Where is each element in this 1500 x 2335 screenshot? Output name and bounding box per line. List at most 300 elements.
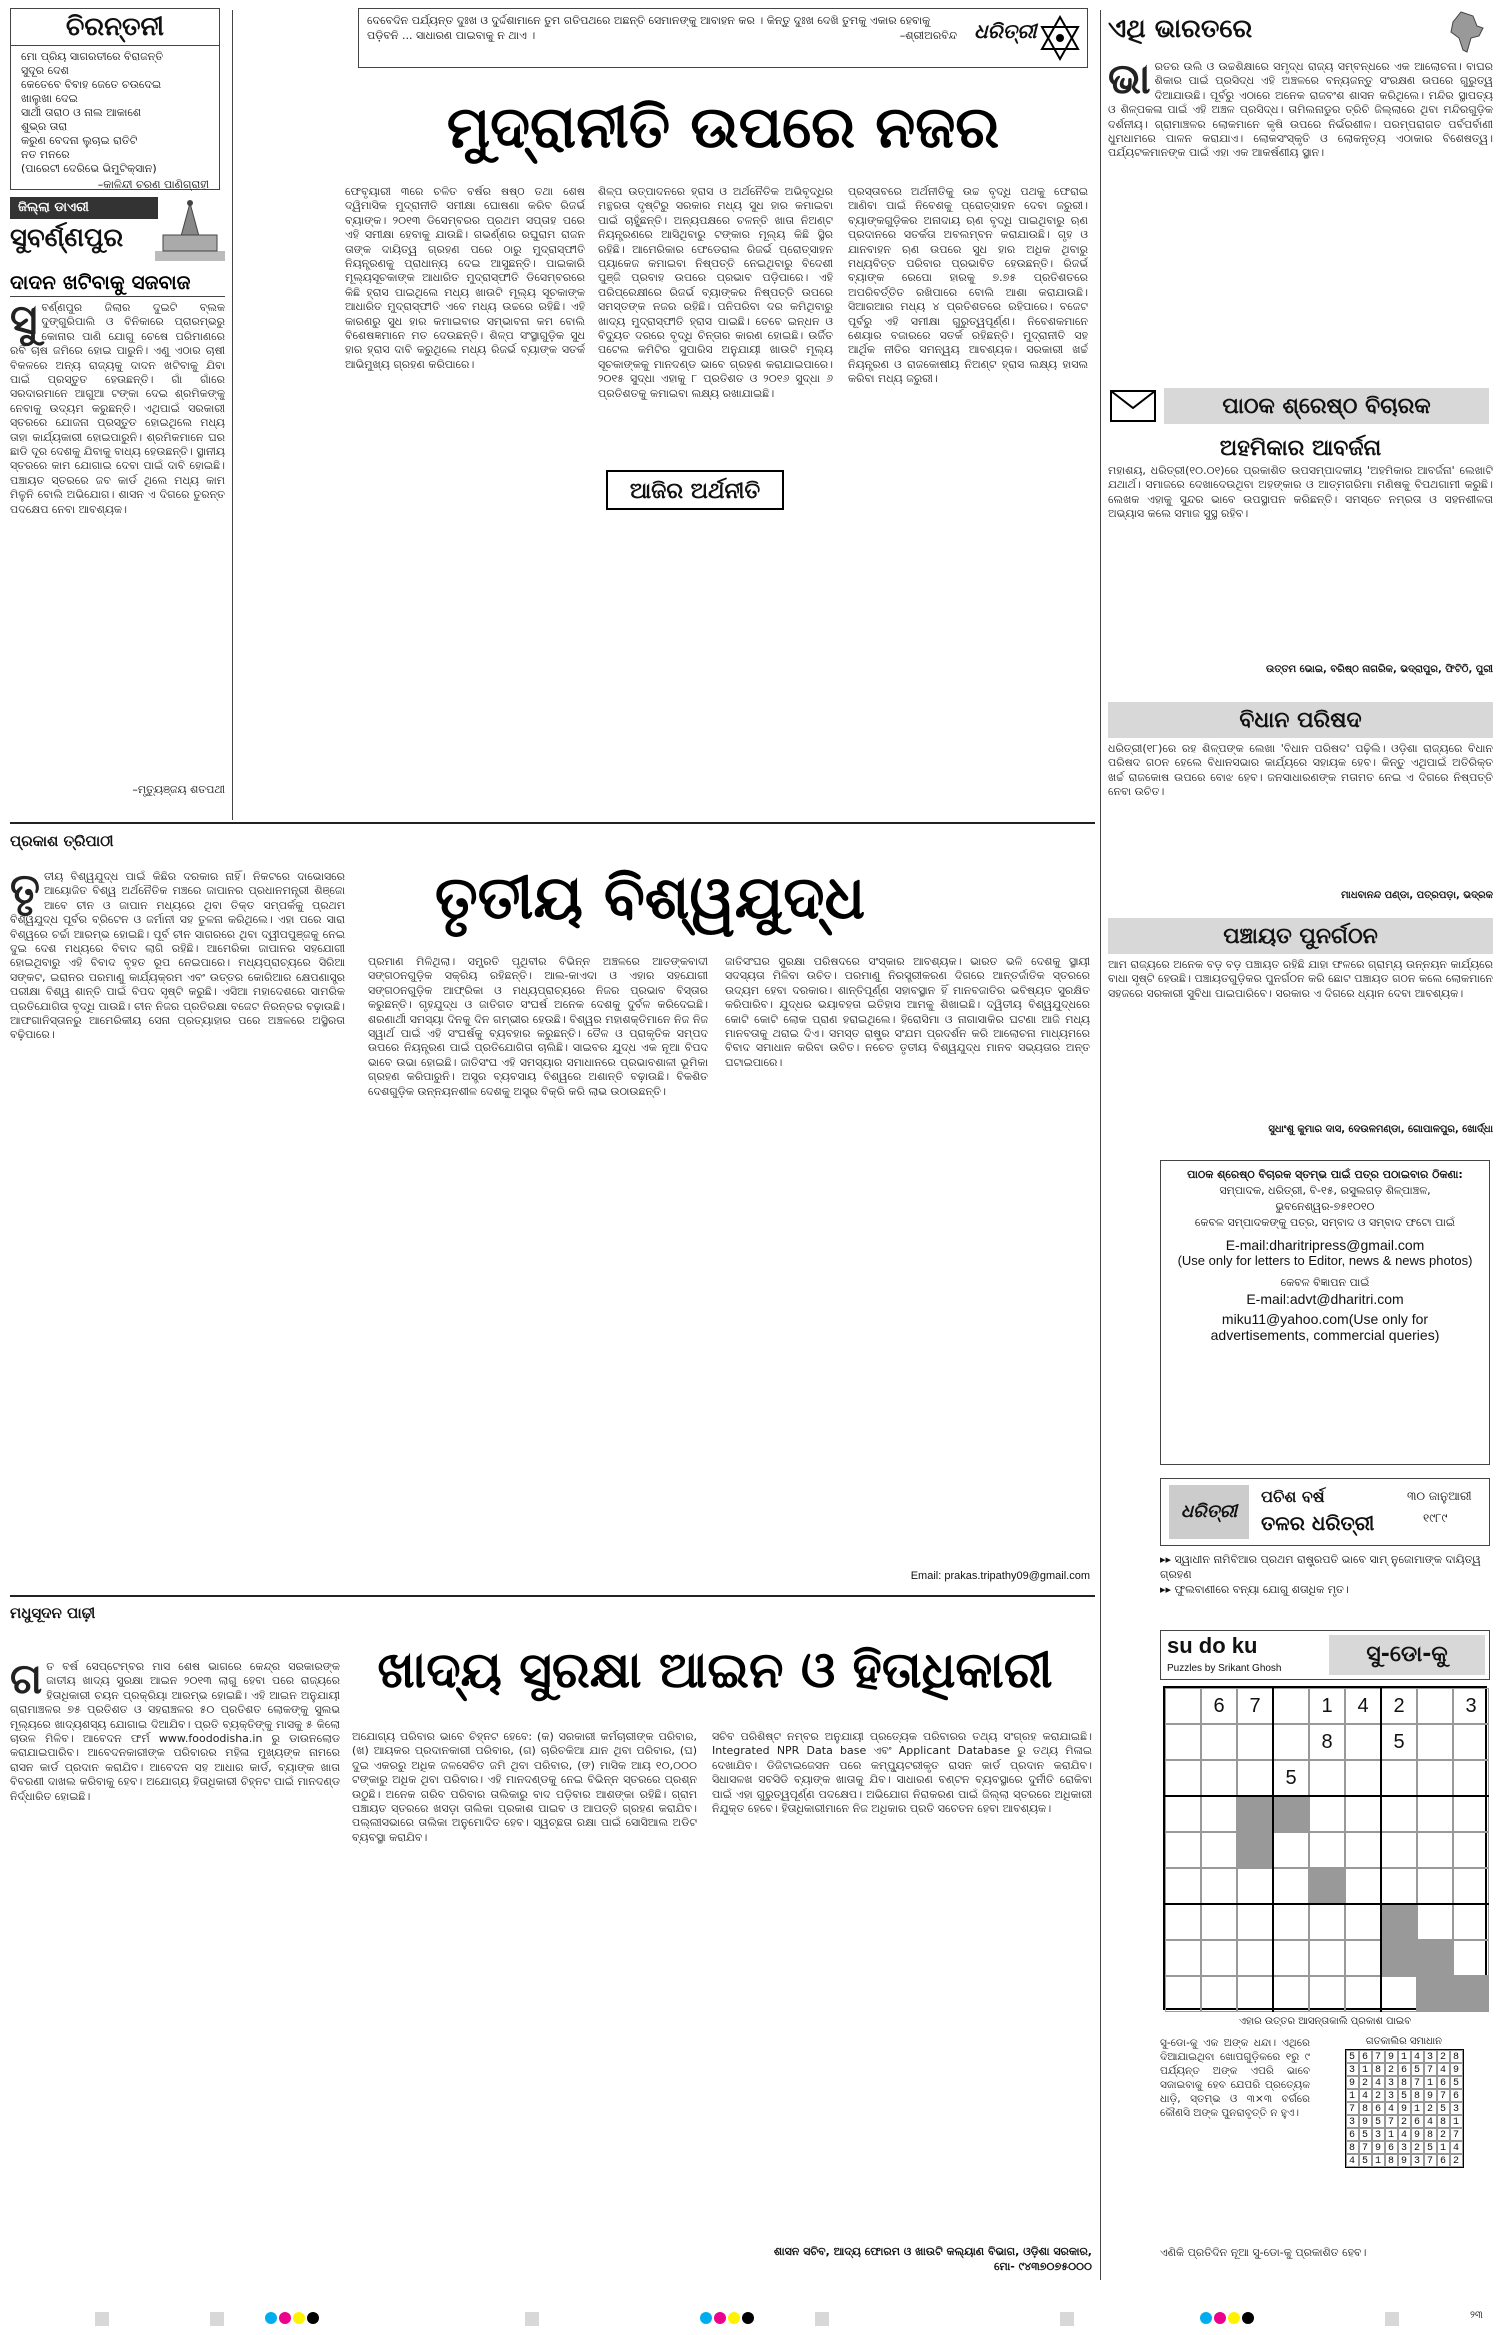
answer-cell: 3 <box>1385 2076 1398 2089</box>
chirantani-box <box>10 8 220 190</box>
contact-note: କେବଳ ସମ୍ପାଦକଙ୍କୁ ପତ୍ର, ସମ୍ବାଦ ଓ ସମ୍ବାଦ ଫଟୋ ପାଇଁ <box>1194 1216 1456 1229</box>
sudoku-block-line <box>1272 1688 1274 2012</box>
sudoku-cell[interactable] <box>1165 1688 1201 1724</box>
answer-row <box>1346 2089 1463 2102</box>
wwar-email[interactable]: Email: prakas.tripathy09@gmail.com <box>910 1570 1090 1582</box>
contact-email-1-note: (Use only for letters to Editor, news & news photos) <box>1177 1253 1473 1268</box>
chirantani-poem <box>11 46 219 196</box>
sudoku-cell[interactable] <box>1453 1868 1489 1904</box>
past-dharitri-box <box>1160 1478 1490 1546</box>
answer-cell: 4 <box>1424 2115 1437 2128</box>
answer-cell: 1 <box>1424 2076 1437 2089</box>
khadya-dropcap: ଗ <box>10 1660 43 1703</box>
answer-cell: 6 <box>1411 2115 1424 2128</box>
answer-cell: 9 <box>1424 2089 1437 2102</box>
sudoku-cell[interactable] <box>1309 1832 1345 1868</box>
sudoku-cell[interactable] <box>1309 1940 1345 1976</box>
letter-3-sig: ସୁଧାଂଶୁ କୁମାର ଦାସ, ଦେଉଳମଣ୍ଡା, ଗୋପାଳପୁର, ଖୋର୍ଦ୍ଧା <box>1268 1124 1493 1135</box>
answer-cell: 2 <box>1398 2115 1411 2128</box>
sudoku-bottom-note-text: ଏଣିକି ପ୍ରତିଦିନ ନୂଆ ସୁ-ଡୋ-କୁ ପ୍ରକାଶିତ ହେବ। <box>1160 2246 1367 2259</box>
envelope-icon <box>1110 390 1156 422</box>
sudoku-cell[interactable] <box>1381 1904 1417 1940</box>
sudoku-cell[interactable]: 1 <box>1309 1688 1345 1724</box>
sudoku-cell[interactable] <box>1345 1832 1381 1868</box>
sudoku-cell[interactable] <box>1417 1724 1453 1760</box>
answer-cell: 6 <box>1398 2063 1411 2076</box>
answer-cell: 1 <box>1359 2063 1372 2076</box>
answer-cell: 2 <box>1359 2076 1372 2089</box>
answer-cell: 8 <box>1385 2154 1398 2167</box>
contact-ad-note: କେବଳ ବିଜ୍ଞାପନ ପାଇଁ <box>1280 1276 1370 1289</box>
sudoku-cell[interactable] <box>1273 1976 1309 2012</box>
wwar-col1 <box>10 870 345 1590</box>
sudoku-cell[interactable] <box>1345 1868 1381 1904</box>
sudoku-cell[interactable] <box>1453 1724 1489 1760</box>
sudoku-cell[interactable]: 7 <box>1237 1688 1273 1724</box>
sudoku-cell[interactable] <box>1273 1688 1309 1724</box>
dadan-article <box>10 268 225 816</box>
sudoku-cell[interactable] <box>1417 1796 1453 1832</box>
answer-cell: 9 <box>1359 2115 1372 2128</box>
sudoku-cell[interactable] <box>1201 1940 1237 1976</box>
wwar-col3-text: ଜାତିସଂଘର ସୁରକ୍ଷା ପରିଷଦରେ ସଂସ୍କାର ଆବଶ୍ୟକ। ଭାରତ ଭଳି ଦେଶକୁ ସ୍ଥାୟୀ ସଦସ୍ୟତା ମିଳିବା ଉଚିତ। ପରମାଣୁ ନିରସ୍ତ୍ରୀକରଣ ଦିଗରେ ଆନ୍ତର୍ଜାତିକ ସ୍ତରରେ ଉଦ୍ୟମ ହେବା ଦରକାର। ଶାନ୍ତିପୂର୍ଣ୍ଣ ସହାବସ୍ଥାନ ହିଁ ମାନବଜାତିର ଭବିଷ୍ୟତ ସୁରକ୍ଷିତ କରିପାରିବ। ଯୁଦ୍ଧର ଭୟାବହତା ଇତିହାସ ଆମକୁ ଶିଖାଇଛି। ଦ୍ୱିତୀୟ ବିଶ୍ୱଯୁଦ୍ଧରେ କୋଟି କୋଟି ଲୋକ ପ୍ରାଣ ହରାଇଥିଲେ। ହିରୋସିମା ଓ ନାଗାସାକିର ଘଟଣା ଆଜି ମଧ୍ୟ ମାନବତାକୁ ଥରାଇ ଦିଏ। ସମସ୍ତ ରାଷ୍ଟ୍ର ସଂଯମ ପ୍ରଦର୍ଶନ କରି ଆଲୋଚନା ମାଧ୍ୟମରେ ବିବାଦ ସମାଧାନ କରିବା ଉଚିତ। ନଚେତ ତୃତୀୟ ବିଶ୍ୱଯୁଦ୍ଧ ମାନବ ସଭ୍ୟତାର ଅନ୍ତ ଘଟାଇପାରେ। <box>725 955 1090 1069</box>
letter-2-text: ଧରିତ୍ରୀ(୧୮)ରେ ରହ ଶିଳ୍ପଙ୍କ ଲେଖା 'ବିଧାନ ପରିଷଦ' ପଢ଼ିଲି। ଓଡ଼ିଶା ରାଜ୍ୟରେ ବିଧାନ ପରିଷଦ ଗଠନ ହେଲେ ବିଧାନସଭାର କାର୍ଯ୍ୟରେ ସହାୟକ ହେବ। କିନ୍ତୁ ଏଥିପାଇଁ ଅତିରିକ୍ତ ଖର୍ଚ୍ଚ ରାଜକୋଷ ଉପରେ ବୋଝ ହେବ। ଜନସାଧାରଣଙ୍କ ମତାମତ ନେଇ ଏ ଦିଗରେ ନିଷ୍ପତ୍ତି ନେବା ଉଚିତ। <box>1108 742 1493 799</box>
answer-cell: 3 <box>1372 2128 1385 2141</box>
dharitri-logo: ଧରିତ୍ରୀ <box>974 19 1037 43</box>
answer-cell: 2 <box>1450 2154 1463 2167</box>
sudoku-cell[interactable] <box>1453 1940 1489 1976</box>
past-bullet-2 <box>1160 1582 1490 1597</box>
sudoku-cell[interactable] <box>1273 1868 1309 1904</box>
answer-cell: 5 <box>1346 2050 1359 2063</box>
answer-cell: 8 <box>1359 2102 1372 2115</box>
poem-line: ଶୁଭ୍ର ତାରା <box>21 120 68 133</box>
answer-cell: 2 <box>1385 2063 1398 2076</box>
khadya-byline: ମଧୁସୂଦନ ପାଢ଼ୀ <box>10 1604 96 1622</box>
reg-block <box>95 2312 109 2326</box>
quote-author: –ଶ୍ରୀଅରବିନ୍ଦ <box>899 29 957 42</box>
answer-cell: 7 <box>1437 2089 1450 2102</box>
sudoku-bottom-note <box>1160 2246 1490 2280</box>
answer-cell: 9 <box>1398 2154 1411 2167</box>
sudoku-cell[interactable] <box>1345 1976 1381 2012</box>
temple-illustration <box>155 199 225 261</box>
contact-box <box>1160 1160 1490 1465</box>
black-dot <box>742 2312 754 2324</box>
answer-row <box>1346 2076 1463 2089</box>
sudoku-answer <box>1318 2036 1490 2242</box>
letter-3-title: ପଞ୍ଚାୟତ ପୁନର୍ଗଠନ <box>1223 923 1378 949</box>
answer-cell: 6 <box>1450 2089 1463 2102</box>
sudoku-cell[interactable] <box>1201 1976 1237 2012</box>
magenta-dot <box>279 2312 291 2324</box>
answer-cell: 5 <box>1424 2141 1437 2154</box>
answer-cell: 1 <box>1385 2128 1398 2141</box>
answer-cell: 5 <box>1372 2115 1385 2128</box>
letter-2-title-box <box>1108 702 1493 738</box>
sudoku-cell[interactable] <box>1309 1760 1345 1796</box>
sudoku-cell[interactable] <box>1201 1796 1237 1832</box>
wwar-col1-text: ତୀୟ ବିଶ୍ୱଯୁଦ୍ଧ ପାଇଁ କିଛିର ଦରକାର ନାହିଁ। ନିକଟରେ ଦାଭୋସରେ ଆୟୋଜିତ ବିଶ୍ୱ ଅର୍ଥନୈତିକ ମଞ୍ଚରେ ଜାପାନର ପ୍ରଧାନମନ୍ତ୍ରୀ ଶିଞ୍ଜୋ ଆବେ ଚୀନ ଓ ଜାପାନ ମଧ୍ୟରେ ଥିବା ତିକ୍ତ ସମ୍ପର୍କକୁ ପ୍ରଥମ ବିଶ୍ୱଯୁଦ୍ଧ ପୂର୍ବର ବ୍ରିଟେନ ଓ ଜର୍ମାନୀ ସହ ତୁଳନା କରିଥିଲେ। ଏହା ପରେ ସାରା ବିଶ୍ୱରେ ଚର୍ଚ୍ଚା ଆରମ୍ଭ ହୋଇଛି। ପୂର୍ବ ଚୀନ ସାଗରରେ ଥିବା ଦ୍ୱୀପପୁଞ୍ଜକୁ ନେଇ ଦୁଇ ଦେଶ ମଧ୍ୟରେ ବିବାଦ ଲାଗି ରହିଛି। ଆମେରିକା ଜାପାନର ସହଯୋଗୀ ହୋଇଥିବାରୁ ଏହି ବିବାଦ ବୃହତ ରୂପ ନେଇପାରେ। ମଧ୍ୟପ୍ରାଚ୍ୟରେ ସିରିଆ ସଙ୍କଟ, ଇରାନର ପରମାଣୁ କାର୍ଯ୍ୟକ୍ରମ ଏବଂ ଉତ୍ତର କୋରିଆର କ୍ଷେପଣାସ୍ତ୍ର ପରୀକ୍ଷା ବିଶ୍ୱ ଶାନ୍ତି ପାଇଁ ବିପଦ ସୃଷ୍ଟି କରୁଛି। ଏସିଆ ମହାଦେଶରେ ସାମରିକ ପ୍ରତିଯୋଗିତା ବୃଦ୍ଧି ପାଉଛି। ଚୀନ ନିଜର ପ୍ରତିରକ୍ଷା ବଜେଟ ନିରନ୍ତର ବଢ଼ାଉଛି। ଆଫଗାନିସ୍ତାନରୁ ଆମେରିକୀୟ ସେନା ପ୍ରତ୍ୟାହାର ପରେ ଅଞ୍ଚଳରେ ଅସ୍ଥିରତା ବଢ଼ିପାରେ। <box>10 870 345 1042</box>
magenta-dot <box>1214 2312 1226 2324</box>
answer-cell: 7 <box>1411 2076 1424 2089</box>
sudoku-cell[interactable] <box>1309 1868 1345 1904</box>
answer-cell: 6 <box>1437 2154 1450 2167</box>
past-news <box>1160 1552 1490 1622</box>
sudoku-cell[interactable] <box>1165 1832 1201 1868</box>
answer-cell: 1 <box>1411 2102 1424 2115</box>
poem-line: ସାର୍ଥୀ ତାରାଠ ଓ ନାଲ ଆକାଶେ <box>21 106 142 119</box>
divider-right <box>1100 10 1101 2280</box>
answer-cell: 6 <box>1346 2128 1359 2141</box>
sudoku-cell[interactable] <box>1237 1796 1273 1832</box>
answer-cell: 8 <box>1437 2115 1450 2128</box>
answer-cell: 8 <box>1424 2128 1437 2141</box>
sudoku-cell[interactable] <box>1309 1796 1345 1832</box>
masthead-quote <box>367 13 957 43</box>
answer-cell: 7 <box>1424 2154 1437 2167</box>
wwar-headline: ତୃତୀୟ ବିଶ୍ୱଯୁଦ୍ଧ <box>434 863 866 933</box>
dadan-headline: ଦାଦନ ଖଟିବାକୁ ସଜବାଜ <box>10 268 225 297</box>
sudoku-cell[interactable] <box>1381 1832 1417 1868</box>
reg-block <box>1060 2312 1074 2326</box>
answer-row <box>1346 2050 1463 2063</box>
contact-intro: ପାଠକ ଶ୍ରେଷ୍ଠ ବିଚାରକ ସ୍ତମ୍ଭ ପାଇଁ ପତ୍ର ପଠାଇବାର ଠିକଣା: <box>1187 1168 1463 1181</box>
sudoku-title-en: su do ku <box>1167 1633 1258 1658</box>
sudoku-cell[interactable] <box>1237 1940 1273 1976</box>
answer-cell: 9 <box>1411 2128 1424 2141</box>
black-dot <box>307 2312 319 2324</box>
sudoku-cell[interactable] <box>1165 1868 1201 1904</box>
khadya-col3-text: ସଚିବ ପରିଶିଷ୍ଟ ନମ୍ବର ଅନୁଯାୟୀ ପ୍ରତ୍ୟେକ ପରିବାରର ତଥ୍ୟ ସଂଗ୍ରହ କରାଯାଇଛି। Integrated NPR Data base ଏବଂ Applicant Database ରୁ ତଥ୍ୟ ମିଳାଇ ଦେଖାଯିବ। ଡିଜିଟାଇଜେସନ ପରେ କମ୍ପ୍ୟୁଟରୀକୃତ ରାସନ କାର୍ଡ ପ୍ରଦାନ କରାଯିବ। ସିଧାସଳଖ ସବସିଡି ବ୍ୟାଙ୍କ ଖାତାକୁ ଯିବ। ସାଧାରଣ ବଣ୍ଟନ ବ୍ୟବସ୍ଥାରେ ଦୁର୍ନୀତି ରୋକିବା ପାଇଁ ଏହା ଗୁରୁତ୍ୱପୂର୍ଣ୍ଣ ପଦକ୍ଷେପ। ଅଭିଯୋଗ ନିରାକରଣ ପାଇଁ ଜିଲ୍ଲା ସ୍ତରରେ ଅଧିକାରୀ ନିଯୁକ୍ତ ହେବେ। ହିତାଧିକାରୀମାନେ ନିଜ ଅଧିକାର ପ୍ରତି ସଚେତନ ହେବା ଆବଶ୍ୟକ। <box>712 1730 1092 1816</box>
arrow-icon: ▸▸ <box>1160 1583 1175 1596</box>
sudoku-cell[interactable] <box>1237 1724 1273 1760</box>
sudoku-cell[interactable] <box>1201 1904 1237 1940</box>
khadya-col1-text: ତ ବର୍ଷ ସେପ୍ଟେମ୍ବର ମାସ ଶେଷ ଭାଗରେ କେନ୍ଦ୍ର ସରକାରଙ୍କ ଜାତୀୟ ଖାଦ୍ୟ ସୁରକ୍ଷା ଆଇନ ୨୦୧୩ ଲାଗୁ ହେବା ପରେ ରାଜ୍ୟରେ ହିତାଧିକାରୀ ଚୟନ ପ୍ରକ୍ରିୟା ଆରମ୍ଭ ହୋଇଛି। ଏହି ଆଇନ ଅନୁଯାୟୀ ଗ୍ରାମାଞ୍ଚଳର ୭୫ ପ୍ରତିଶତ ଓ ସହରାଞ୍ଚଳର ୫୦ ପ୍ରତିଶତ ଲୋକଙ୍କୁ ସୁଲଭ ମୂଲ୍ୟରେ ଖାଦ୍ୟଶସ୍ୟ ଯୋଗାଇ ଦିଆଯିବ। ପ୍ରତି ବ୍ୟକ୍ତିଙ୍କୁ ମାସକୁ ୫ କିଲୋ ଚାଉଳ ମିଳିବ। ଆବେଦନ ଫର୍ମ www.foododisha.in ରୁ ଡାଉନଲୋଡ କରାଯାଇପାରିବ। ଆବେଦନକାରୀଙ୍କ ପରିବାରର ମହିଳା ମୁଖ୍ୟଙ୍କ ନାମରେ ରାସନ କାର୍ଡ ପ୍ରଦାନ କରାଯିବ। ଆବେଦନ ସହ ଆଧାର କାର୍ଡ, ବ୍ୟାଙ୍କ ଖାତା ବିବରଣୀ ଦାଖଲ କରିବାକୁ ହେବ। ଅଯୋଗ୍ୟ ହିତାଧିକାରୀ ଚିହ୍ନଟ ପାଇଁ ମାନଦଣ୍ଡ ନିର୍ଦ୍ଧାରିତ ହୋଇଛି। <box>10 1660 340 1803</box>
odhi-bharat-header <box>1108 8 1493 56</box>
answer-cell: 7 <box>1359 2141 1372 2154</box>
poem-line: କେତେବେ ବିବାହ ଜେତେ ଚଉଦେଇ <box>21 78 162 91</box>
mudra-col3-text: ପ୍ରସ୍ତାବରେ ଅର୍ଥନୀତିକୁ ଉଚ୍ଚ ବୃଦ୍ଧି ପଥକୁ ଫେରାଇ ଆଣିବା ପାଇଁ ନିବେଶକୁ ପ୍ରୋତ୍ସାହନ ଦେବା ଜରୁରୀ। ବ୍ୟାଙ୍କଗୁଡ଼ିକର ଅନାଦାୟ ଋଣ ବୃଦ୍ଧି ପାଇଥିବାରୁ ଋଣ ପ୍ରଦାନରେ ସତର୍କତା ଅବଲମ୍ବନ କରାଯାଉଛି। ଗୃହ ଓ ଯାନବାହନ ଋଣ ଉପରେ ସୁଧ ହାର ଅଧିକ ଥିବାରୁ ମଧ୍ୟବିତ୍ତ ପରିବାର ପ୍ରଭାବିତ ହେଉଛନ୍ତି। ରିଜର୍ଭ ବ୍ୟାଙ୍କ ରେପୋ ହାରକୁ ୭.୭୫ ପ୍ରତିଶତରେ ଅପରିବର୍ତ୍ତିତ ରଖିପାରେ ବୋଲି ଆଶା କରାଯାଉଛି। ସିଆରଆର ମଧ୍ୟ ୪ ପ୍ରତିଶତରେ ରହିପାରେ। ବଜେଟ ପୂର୍ବରୁ ଏହି ସମୀକ୍ଷା ଗୁରୁତ୍ୱପୂର୍ଣ୍ଣ। ନିବେଶକମାନେ ଶେୟାର ବଜାରରେ ସତର୍କ ରହିଛନ୍ତି। ମୁଦ୍ରାନୀତି ସହ ଆର୍ଥିକ ନୀତିର ସମନ୍ୱୟ ଆବଶ୍ୟକ। ସରକାରୀ ଖର୍ଚ୍ଚ ନିୟନ୍ତ୍ରଣ ଓ ରାଜକୋଷୀୟ ନିଅଣ୍ଟ ହ୍ରାସ ଲକ୍ଷ୍ୟ ହାସଲ କରିବା ମଧ୍ୟ ଜରୁରୀ। <box>848 185 1088 386</box>
sudoku-cell[interactable] <box>1453 1976 1489 2012</box>
answer-cell: 4 <box>1359 2089 1372 2102</box>
sudoku-answer-label: ଗତକାଲିର ସମାଧାନ <box>1365 2036 1443 2047</box>
khadya-author <box>712 2244 1092 2274</box>
reg-block <box>525 2312 539 2326</box>
answer-cell: 7 <box>1346 2102 1359 2115</box>
khadya-col3 <box>712 1730 1092 2238</box>
answer-cell: 8 <box>1450 2050 1463 2063</box>
letter-1-text: ମହାଶୟ, ଧରିତ୍ରୀ(୧୦.୦୧)ରେ ପ୍ରକାଶିତ ଉପସମ୍ପାଦକୀୟ 'ଅହମିକାର ଆବର୍ଜନା' ଲେଖାଟି ଯଥାର୍ଥ। ସମାଜରେ ଦେଖାଦେଉଥିବା ଅହଙ୍କାର ଓ ଆତ୍ମଗରିମା ମଣିଷକୁ ବିପଥଗାମୀ କରୁଛି। ଲେଖକ ଏହାକୁ ସୁନ୍ଦର ଭାବେ ଉପସ୍ଥାପନ କରିଛନ୍ତି। ସମସ୍ତେ ନମ୍ରତା ଓ ସହନଶୀଳତା ଅଭ୍ୟାସ କଲେ ସମାଜ ସୁସ୍ଥ ରହିବ। <box>1108 464 1493 521</box>
sudoku-cell[interactable] <box>1201 1724 1237 1760</box>
odhi-text: ରତର ଉଲି ଓ ଉଚ୍ଚଶିକ୍ଷାରେ ସମୃଦ୍ଧ ରାଜ୍ୟ ସମ୍ବନ୍ଧରେ ଏକ ଆଲୋଚନା। ବାଘର ଶିକାର ପାଇଁ ପ୍ରସିଦ୍ଧ ଏହି ଅଞ୍ଚଳରେ ବନ୍ୟଜନ୍ତୁ ସଂରକ୍ଷଣ ଉପରେ ଗୁରୁତ୍ୱ ଦିଆଯାଉଛି। ପୂର୍ବରୁ ଏଠାରେ ଅନେକ ରାଜବଂଶ ଶାସନ କରିଥିଲେ। ମନ୍ଦିର ସ୍ଥାପତ୍ୟ ଓ ଶିଳ୍ପକଳା ପାଇଁ ଏହି ଅଞ୍ଚଳ ପ୍ରସିଦ୍ଧ। ତାମିଲନାଡୁର ତ୍ରିଚି ଜିଲ୍ଲାରେ ଥିବା ମନ୍ଦିରଗୁଡ଼ିକ ଦର୍ଶନୀୟ। ଗ୍ରାମାଞ୍ଚଳର ଲୋକମାନେ କୃଷି ଉପରେ ନିର୍ଭରଶୀଳ। ପରମ୍ପରାଗତ ପର୍ବପର୍ବାଣୀ ଧୁମଧାମରେ ପାଳନ କରାଯାଏ। ଲୋକସଂସ୍କୃତି ଓ ଲୋକନୃତ୍ୟ ଏଠାକାର ବିଶେଷତ୍ୱ। ପର୍ଯ୍ୟଟକମାନଙ୍କ ପାଇଁ ଏହା ଏକ ଆକର୍ଷଣୀୟ ସ୍ଥାନ। <box>1108 60 1493 160</box>
sudoku-header <box>1160 1630 1490 1680</box>
sudoku-cell[interactable] <box>1381 1940 1417 1976</box>
past-bullet-1 <box>1160 1552 1490 1582</box>
answer-cell: 9 <box>1346 2076 1359 2089</box>
sudoku-cell[interactable] <box>1345 1724 1381 1760</box>
answer-cell: 6 <box>1359 2050 1372 2063</box>
sudoku-cell[interactable] <box>1237 1976 1273 2012</box>
answer-cell: 3 <box>1450 2102 1463 2115</box>
past-bullet-1-text: ସ୍ୱାଧୀନ ନାମିବିଆର ପ୍ରଥମ ରାଷ୍ଟ୍ରପତି ଭାବେ ସାମ୍ ନୁଜୋମାଙ୍କ ଦାୟିତ୍ୱ ଗ୍ରହଣ <box>1160 1553 1481 1581</box>
odhi-body <box>1108 60 1493 378</box>
answer-cell: 8 <box>1346 2141 1359 2154</box>
answer-cell: 8 <box>1398 2076 1411 2089</box>
sudoku-footer: ଏହାର ଉତ୍ତର ଆସନ୍ତାକାଲି ପ୍ରକାଶ ପାଇବ <box>1238 2016 1412 2027</box>
khadya-col2 <box>352 1730 697 2280</box>
sudoku-cell[interactable] <box>1381 1760 1417 1796</box>
answer-cell: 3 <box>1346 2063 1359 2076</box>
sudoku-cell[interactable] <box>1453 1760 1489 1796</box>
khadya-author-text: ଶାସନ ସଚିବ, ଆଦ୍ୟ ଫୋରମ ଓ ଖାଉଟି କଲ୍ୟାଣ ବିଭାଗ, ଓଡ଼ିଶା ସରକାର, <box>773 2245 1092 2258</box>
reader-banner <box>1108 384 1493 428</box>
answer-cell: 5 <box>1437 2102 1450 2115</box>
dadan-dropcap: ସୁ <box>10 301 38 344</box>
temple-ground <box>155 251 225 261</box>
temple-kalash <box>187 200 193 206</box>
khadya-phone: ମୋ- ୯୪୩୭୦୭୫୦୦୦ <box>994 2260 1092 2273</box>
answer-cell: 1 <box>1450 2115 1463 2128</box>
district-diary <box>10 197 225 265</box>
sudoku-cell[interactable] <box>1273 1724 1309 1760</box>
answer-cell: 4 <box>1346 2154 1359 2167</box>
sudoku-cell[interactable]: 6 <box>1201 1688 1237 1724</box>
temple-hall <box>163 235 217 251</box>
letter-3-body <box>1108 958 1493 1124</box>
sudoku-cell[interactable] <box>1381 1976 1417 2012</box>
sudoku-title-or: ସୁ-ଡୋ-କୁ <box>1329 1635 1485 1675</box>
odhi-header-title: ଏଥି ଭାରତରେ <box>1108 14 1253 44</box>
reg-block <box>210 2312 224 2326</box>
sudoku-cell[interactable] <box>1345 1760 1381 1796</box>
past-date-2: ୧୯୮୯ <box>1423 1511 1448 1525</box>
reader-banner-title: ପାଠକ ଶ୍ରେଷ୍ଠ ବିଚାରକ <box>1164 388 1489 424</box>
contact-address: ସମ୍ପାଦକ, ଧରିତ୍ରୀ, ବି-୧୫, ରସୁଲଗଡ଼ ଶିଳ୍ପାଞ୍ଚଳ, ଭୁବନେଶ୍ୱର-୭୫୧୦୧୦ <box>1219 1184 1431 1213</box>
sudoku-grid <box>1163 1686 1487 2010</box>
mudra-headline: ମୁଦ୍ରାନୀତି ଉପରେ ନଜର <box>446 93 1000 161</box>
page-number: ୨୩ <box>1470 2310 1483 2321</box>
answer-cell: 6 <box>1372 2102 1385 2115</box>
contact-email-1[interactable]: E-mail:dharitripress@gmail.com <box>1225 1237 1425 1253</box>
sudoku-cell[interactable]: 8 <box>1309 1724 1345 1760</box>
mudra-badge: ଆଜିର ଅର୍ଥନୀତି <box>606 470 784 510</box>
answer-cell: 1 <box>1437 2141 1450 2154</box>
sudoku-cell[interactable] <box>1201 1832 1237 1868</box>
sudoku-cell[interactable] <box>1273 1940 1309 1976</box>
answer-row <box>1346 2102 1463 2115</box>
section-rule-1 <box>10 822 1095 824</box>
khadya-col2-text: ଅଯୋଗ୍ୟ ପରିବାର ଭାବେ ଚିହ୍ନଟ ହେବେ: (କ) ସରକାରୀ କର୍ମଚାରୀଙ୍କ ପରିବାର, (ଖ) ଆୟକର ପ୍ରଦାନକାରୀ ପରିବାର, (ଗ) ଚାରିଚକିଆ ଯାନ ଥିବା ପରିବାର, (ଘ) ଦୁଇ ଏକରରୁ ଅଧିକ ଜଳସେଚିତ ଜମି ଥିବା ପରିବାର, (ଙ) ମାସିକ ଆୟ ୧୦,୦୦୦ ଟଙ୍କାରୁ ଅଧିକ ଥିବା ପରିବାର। ଏହି ମାନଦଣ୍ଡକୁ ନେଇ ବିଭିନ୍ନ ସ୍ତରରେ ପ୍ରଶ୍ନ ଉଠୁଛି। ଅନେକ ଗରିବ ପରିବାର ତାଲିକାରୁ ବାଦ ପଡ଼ିବାର ଆଶଙ୍କା ରହିଛି। ଗ୍ରାମ ପଞ୍ଚାୟତ ସ୍ତରରେ ଖସଡ଼ା ତାଲିକା ପ୍ରକାଶ ପାଇବ ଓ ଆପତ୍ତି ଗ୍ରହଣ କରାଯିବ। ପଲ୍ଲୀସଭାରେ ତାଲିକା ଅନୁମୋଦିତ ହେବ। ସ୍ୱଚ୍ଛତା ରକ୍ଷା ପାଇଁ ସୋସିଆଲ ଅଡିଟ ବ୍ୟବସ୍ଥା କରାଯିବ। <box>352 1730 697 1844</box>
sudoku-cell[interactable] <box>1165 1976 1201 2012</box>
letter-2-body <box>1108 742 1493 890</box>
sudoku-cell[interactable] <box>1201 1760 1237 1796</box>
letter-2-sig: ମାଧବାନନ୍ଦ ପଣ୍ଡା, ପତ୍ରପଡ଼ା, ଭଦ୍ରକ <box>1341 890 1493 901</box>
letter-2 <box>1108 742 1493 912</box>
sudoku-cell[interactable] <box>1417 1760 1453 1796</box>
khadya-col1 <box>10 1660 340 2280</box>
past-logo: ଧରିତ୍ରୀ <box>1169 1485 1249 1539</box>
sudoku-cell[interactable] <box>1165 1796 1201 1832</box>
sudoku-cell[interactable] <box>1381 1796 1417 1832</box>
masthead-quote-box <box>358 8 1088 68</box>
sudoku-cell[interactable] <box>1417 1832 1453 1868</box>
answer-cell: 4 <box>1450 2141 1463 2154</box>
yellow-dot <box>1228 2312 1240 2324</box>
sudoku-rules-text: ସୁ-ଡୋ-କୁ ଏକ ଅଙ୍କ ଧନ୍ଦା। ଏଥିରେ ଦିଆଯାଇଥିବା ଖୋପଗୁଡ଼ିକରେ ୧ରୁ ୯ ପର୍ଯ୍ୟନ୍ତ ଅଙ୍କ ଏପରି ଭାବେ ସଜାଇବାକୁ ହେବ ଯେପରି ପ୍ରତ୍ୟେକ ଧାଡ଼ି, ସ୍ତମ୍ଭ ଓ ୩×୩ ବର୍ଗରେ କୌଣସି ଅଙ୍କ ପୁନରାବୃତ୍ତି ନ ହୁଏ। <box>1160 2037 1310 2119</box>
letter-1-sig: ଉତ୍ତମ ଭୋଇ, ବରିଷ୍ଠ ନାଗରିକ, ଭଦ୍ରାପୁର, ଫିଟିଠି, ପୁରୀ <box>1266 664 1493 675</box>
wwar-col2 <box>368 955 708 1590</box>
answer-cell: 6 <box>1437 2076 1450 2089</box>
mudra-col2-text: ଶିଳ୍ପ ଉତ୍ପାଦନରେ ହ୍ରାସ ଓ ଅର୍ଥନୈତିକ ଅଭିବୃଦ୍ଧିର ମନ୍ଥରତା ଦୃଷ୍ଟିରୁ ସରକାର ମଧ୍ୟ ସୁଧ ହାର କମାଇବା ପାଇଁ ଚାହୁଁଛନ୍ତି। ଅନ୍ୟପକ୍ଷରେ ଚଳନ୍ତି ଖାତା ନିଅଣ୍ଟ ନିୟନ୍ତ୍ରଣରେ ଆସିଥିବାରୁ ଟଙ୍କାର ମୂଲ୍ୟ କିଛି ସ୍ଥିର ରହିଛି। ଆମେରିକାର ଫେଡେରାଲ ରିଜର୍ଭ ପ୍ରୋତ୍ସାହନ ପ୍ୟାକେଜ କମାଇବା ନିଷ୍ପତ୍ତି ନେଇଥିବାରୁ ବିଦେଶୀ ପୁଞ୍ଜି ପ୍ରବାହ ଉପରେ ପ୍ରଭାବ ପଡ଼ିପାରେ। ଏହି ପରିପ୍ରେକ୍ଷୀରେ ରିଜର୍ଭ ବ୍ୟାଙ୍କର ନିଷ୍ପତ୍ତି ଉପରେ ସମସ୍ତଙ୍କ ନଜର ରହିଛି। ପନିପରିବା ଦର କମିଥିବାରୁ ଖାଦ୍ୟ ମୁଦ୍ରାସ୍ଫୀତି ହ୍ରାସ ପାଇଛି। ତେବେ ଇନ୍ଧନ ଓ ବିଦ୍ୟୁତ ଦରରେ ବୃଦ୍ଧି ଚିନ୍ତାର କାରଣ ହୋଇଛି। ଉର୍ଜିତ ପଟେଲ କମିଟିର ସୁପାରିସ ଅନୁଯାୟୀ ଖାଉଟି ମୂଲ୍ୟ ସୂଚକାଙ୍କକୁ ମାନଦଣ୍ଡ ଭାବେ ଗ୍ରହଣ କରାଯାଇପାରେ। ୨୦୧୫ ସୁଦ୍ଧା ଏହାକୁ ୮ ପ୍ରତିଶତ ଓ ୨୦୧୬ ସୁଦ୍ଧା ୬ ପ୍ରତିଶତକୁ କମାଇବା ଲକ୍ଷ୍ୟ ରଖାଯାଇଛି। <box>598 185 833 400</box>
sudoku-cell[interactable]: 3 <box>1453 1688 1489 1724</box>
sudoku-block-line <box>1165 1903 1489 1905</box>
wwar-col2-text: ପ୍ରମାଣ ମିଳିଥିଲା। ସମ୍ପ୍ରତି ପୃଥିବୀର ବିଭିନ୍ନ ଅଞ୍ଚଳରେ ଆତଙ୍କବାଦୀ ସଙ୍ଗଠନଗୁଡ଼ିକ ସକ୍ରିୟ ରହିଛନ୍ତି। ଆଲ-କାଏଦା ଓ ଏହାର ସହଯୋଗୀ ସଙ୍ଗଠନଗୁଡ଼ିକ ଆଫ୍ରିକା ଓ ମଧ୍ୟପ୍ରାଚ୍ୟରେ ନିଜର ପ୍ରଭାବ ବିସ୍ତାର କରୁଛନ୍ତି। ଗୃହଯୁଦ୍ଧ ଓ ଜାତିଗତ ସଂଘର୍ଷ ଅନେକ ଦେଶକୁ ଦୁର୍ବଳ କରିଦେଇଛି। ଶରଣାର୍ଥୀ ସମସ୍ୟା ଦିନକୁ ଦିନ ଗମ୍ଭୀର ହେଉଛି। ବିଶ୍ୱର ମହାଶକ୍ତିମାନେ ନିଜ ନିଜ ସ୍ୱାର୍ଥ ପାଇଁ ଏହି ସଂଘର୍ଷକୁ ବ୍ୟବହାର କରୁଛନ୍ତି। ତୈଳ ଓ ପ୍ରାକୃତିକ ସମ୍ପଦ ଉପରେ ନିୟନ୍ତ୍ରଣ ପାଇଁ ପ୍ରତିଯୋଗିତା ଚାଲିଛି। ସାଇବର ଯୁଦ୍ଧ ଏକ ନୂଆ ବିପଦ ଭାବେ ଉଭା ହୋଇଛି। ଜାତିସଂଘ ଏହି ସମସ୍ୟାର ସମାଧାନରେ ପ୍ରଭାବଶାଳୀ ଭୂମିକା ଗ୍ରହଣ କରିପାରୁନି। ଅସ୍ତ୍ର ବ୍ୟବସାୟ ବିଶ୍ୱରେ ଅଶାନ୍ତି ବଢ଼ାଉଛି। ବିକଶିତ ଦେଶଗୁଡ଼ିକ ଉନ୍ନୟନଶୀଳ ଦେଶକୁ ଅସ୍ତ୍ର ବିକ୍ରି କରି ଲାଭ ଉଠାଉଛନ୍ତି। <box>368 955 708 1098</box>
sudoku-cell[interactable] <box>1381 1868 1417 1904</box>
letter-1-title: ଅହମିକାର ଆବର୍ଜନା <box>1219 435 1382 461</box>
sudoku-block-line <box>1380 1688 1382 2012</box>
sudoku-credit: Puzzles by Srikant Ghosh <box>1167 1663 1282 1674</box>
answer-cell: 4 <box>1372 2076 1385 2089</box>
mudra-col1-text: ଫେବୃୟାରୀ ୩ରେ ଚଳିତ ବର୍ଷର ଷଷ୍ଠ ତଥା ଶେଷ ଦ୍ୱିମାସିକ ମୁଦ୍ରାନୀତି ସମୀକ୍ଷା ଘୋଷଣା କରିବ ରିଜର୍ଭ ବ୍ୟାଙ୍କ। ୨୦୧୩ ଡିସେମ୍ବରର ପ୍ରଥମ ସପ୍ତାହ ପରେ ଏହି ସମୀକ୍ଷା ହେବାକୁ ଯାଉଛି। ଗଭର୍ଣ୍ଣର ରଘୁରାମ ରାଜନ ତାଙ୍କ ଦାୟିତ୍ୱ ଗ୍ରହଣ ପରେ ଠାରୁ ମୁଦ୍ରାସ୍ଫୀତି ନିୟନ୍ତ୍ରଣକୁ ପ୍ରାଧାନ୍ୟ ଦେଇ ଆସୁଛନ୍ତି। ପାଇକାରି ମୂଲ୍ୟସୂଚକାଙ୍କ ଆଧାରିତ ମୁଦ୍ରାସ୍ଫୀତି ଡିସେମ୍ବରରେ କିଛି ହ୍ରାସ ପାଇଥିଲେ ମଧ୍ୟ ଖାଉଟି ମୂଲ୍ୟ ସୂଚକାଙ୍କ ଆଧାରିତ ମୁଦ୍ରାସ୍ଫୀତି ଏବେ ମଧ୍ୟ ଉଚ୍ଚରେ ରହିଛି। ଏହି କାରଣରୁ ସୁଧ ହାର କମାଇବାର ସମ୍ଭାବନା କମ ବୋଲି ବିଶେଷଜ୍ଞମାନେ ମତ ଦେଉଛନ୍ତି। ଶିଳ୍ପ ସଂସ୍ଥାଗୁଡ଼ିକ ସୁଧ ହାର ହ୍ରାସ ଦାବି କରୁଥିଲେ ମଧ୍ୟ ରିଜର୍ଭ ବ୍ୟାଙ୍କ ସତର୍କ ଆଭିମୁଖ୍ୟ ଗ୍ରହଣ କରିପାରେ। <box>345 185 585 371</box>
past-line-2: ତଳର ଧରିତ୍ରୀ <box>1261 1511 1375 1535</box>
sudoku-cell[interactable] <box>1273 1796 1309 1832</box>
answer-cell: 3 <box>1424 2050 1437 2063</box>
yellow-dot <box>293 2312 305 2324</box>
answer-cell: 5 <box>1359 2128 1372 2141</box>
answer-row <box>1346 2141 1463 2154</box>
poem-line: ଖାଲୁଖା ଦେଇ <box>21 92 78 105</box>
letter-3-title-box <box>1108 918 1493 954</box>
quote-text: ଦେବେଦିନ ପର୍ଯ୍ୟନ୍ତ ଦୁଃଖ ଓ ଦୁର୍ଦ୍ଦଶାମାନେ ତୁମ ଗତିପଥରେ ଅଛନ୍ତି ସେମାନଙ୍କୁ ଆବାହନ କର । କିନ୍ତୁ ଦୁଃଖ ଦେଖି ତୁମକୁ ଏକାର ହେବାକୁ ପଡ଼ିବନି ... ସାଧାରଣ ପାଇବାକୁ ନ ଥାଏ । <box>367 14 931 42</box>
past-line-1: ପଚିଶ ବର୍ଷ <box>1261 1487 1325 1506</box>
answer-row <box>1346 2128 1463 2141</box>
answer-cell: 9 <box>1385 2050 1398 2063</box>
khadya-headline: ଖାଦ୍ୟ ସୁରକ୍ଷା ଆଇନ ଓ ହିତାଧିକାରୀ <box>377 1640 1053 1699</box>
sudoku-cell[interactable] <box>1273 1832 1309 1868</box>
dadan-text: ବର୍ଣ୍ଣପୁର ଜିଲାର ଦୁଇଟି ବ୍ଲକ ଦୁଙ୍ଗୁରିପାଲି ଓ ବିନିକାରେ ପ୍ରାରମ୍ଭରୁ କୋନାର ପାଣି ଯୋଗୁ ଚେଷେ ପରିମାଣରେ ରବି ଚାଷ ଜମିରେ ହୋଇ ପାରୁନି। ଏଣୁ ଏଠାର ଚାଷୀ ବିକଳରେ ଅନ୍ୟ ରାଜ୍ୟକୁ ଦାଦନ ଖଟିବାକୁ ଯିବା ପାଇଁ ପ୍ରସ୍ତୁତ ହେଉଛନ୍ତି। ଗାଁ ଗାଁରେ ସରଦାରମାନେ ଆଗୁଆ ଟଙ୍କା ଦେଇ ଶ୍ରମିକଙ୍କୁ ନେବାକୁ ଉଦ୍ୟମ କରୁଛନ୍ତି। ଏଥିପାଇଁ ସରକାରୀ ସ୍ତରରେ ଯୋଜନା ପ୍ରସ୍ତୁତ ହୋଇଥିଲେ ମଧ୍ୟ ତାହା କାର୍ଯ୍ୟକାରୀ ହୋଇପାରୁନି। ଶ୍ରମିକମାନେ ଘର ଛାଡି ଦୂର ଦେଶକୁ ଯିବାକୁ ବାଧ୍ୟ ହେଉଛନ୍ତି। ସ୍ଥାନୀୟ ସ୍ତରରେ କାମ ଯୋଗାଇ ଦେବା ପାଇଁ ଦାବି ହୋଇଛି। ପଞ୍ଚାୟତ ସ୍ତରରେ ଜବ କାର୍ଡ ଥିଲେ ମଧ୍ୟ କାମ ମିଳୁନି ବୋଲି ଅଭିଯୋଗ। ଶାସନ ଏ ଦିଗରେ ତୁରନ୍ତ ପଦକ୍ଷେପ ନେବା ଆବଶ୍ୟକ। <box>10 301 225 516</box>
sudoku-cell[interactable] <box>1453 1904 1489 1940</box>
letter-1 <box>1108 432 1493 700</box>
answer-cell: 7 <box>1372 2050 1385 2063</box>
dadan-body <box>10 301 225 779</box>
diary-label: ଜିଲ୍ଲା ଡାଏରୀ <box>10 197 158 219</box>
sudoku-cell[interactable] <box>1345 1796 1381 1832</box>
sudoku-cell[interactable] <box>1165 1940 1201 1976</box>
sudoku-cell[interactable] <box>1417 1976 1453 2012</box>
sudoku-cell[interactable] <box>1417 1688 1453 1724</box>
answer-cell: 4 <box>1385 2102 1398 2115</box>
yellow-dot <box>728 2312 740 2324</box>
answer-cell: 8 <box>1411 2089 1424 2102</box>
past-date-1: ୩୦ ଜାନୁଆରୀ <box>1407 1489 1472 1503</box>
sudoku-cell[interactable]: 5 <box>1381 1724 1417 1760</box>
sudoku-cell[interactable] <box>1237 1832 1273 1868</box>
sudoku-cell[interactable] <box>1237 1904 1273 1940</box>
answer-cell: 9 <box>1398 2102 1411 2115</box>
magenta-dot <box>714 2312 726 2324</box>
wwar-byline: ପ୍ରକାଶ ତ୍ରିପାଠୀ <box>10 832 114 850</box>
answer-cell: 9 <box>1372 2141 1385 2154</box>
sudoku-cell[interactable] <box>1165 1904 1201 1940</box>
sudoku-cell[interactable] <box>1345 1904 1381 1940</box>
india-map-icon <box>1443 10 1487 54</box>
answer-cell: 5 <box>1411 2063 1424 2076</box>
poem-author: –କାଳିନ୍ଦୀ ଚରଣ ପାଣିଗ୍ରାହୀ <box>97 178 209 191</box>
letter-2-title: ବିଧାନ ପରିଷଦ <box>1239 707 1362 733</box>
cyan-dot <box>1200 2312 1212 2324</box>
letter-1-body <box>1108 464 1493 664</box>
sudoku-cell[interactable] <box>1417 1904 1453 1940</box>
arrow-icon: ▸▸ <box>1160 1553 1175 1566</box>
sudoku-cell[interactable]: 5 <box>1273 1760 1309 1796</box>
mudra-col1 <box>345 185 585 800</box>
sudoku-cell[interactable] <box>1165 1724 1201 1760</box>
cyan-dot <box>265 2312 277 2324</box>
answer-cell: 1 <box>1398 2050 1411 2063</box>
sudoku-cell[interactable] <box>1453 1832 1489 1868</box>
sudoku-cell[interactable] <box>1237 1868 1273 1904</box>
answer-row <box>1346 2154 1463 2167</box>
reg-block <box>815 2312 829 2326</box>
star-emblem-icon <box>1039 15 1081 63</box>
sudoku-cell[interactable]: 2 <box>1381 1688 1417 1724</box>
past-bullet-2-text: ଫୁଲବାଣୀରେ ବନ୍ୟା ଯୋଗୁ ଶତାଧିକ ମୃତ। <box>1174 1583 1349 1596</box>
sudoku-cell[interactable] <box>1201 1868 1237 1904</box>
answer-cell: 5 <box>1359 2154 1372 2167</box>
answer-cell: 2 <box>1411 2141 1424 2154</box>
sudoku-cell[interactable] <box>1309 1904 1345 1940</box>
sudoku-cell[interactable]: 4 <box>1345 1688 1381 1724</box>
answer-cell: 7 <box>1450 2128 1463 2141</box>
sudoku-rules <box>1160 2036 1310 2242</box>
answer-cell: 4 <box>1398 2128 1411 2141</box>
answer-cell: 1 <box>1372 2154 1385 2167</box>
sudoku-cell[interactable] <box>1417 1940 1453 1976</box>
answer-cell: 4 <box>1411 2050 1424 2063</box>
divider-left <box>232 10 233 820</box>
odhi-dropcap: ଭା <box>1108 60 1151 103</box>
answer-cell: 1 <box>1346 2089 1359 2102</box>
poem-line: ନତ ମନରେ <box>21 148 70 161</box>
sudoku-cell[interactable] <box>1309 1976 1345 2012</box>
sudoku-cell[interactable] <box>1273 1904 1309 1940</box>
section-rule-2 <box>10 1595 1095 1597</box>
answer-cell: 3 <box>1385 2089 1398 2102</box>
sudoku-cell[interactable] <box>1453 1796 1489 1832</box>
poem-line: କରୁଣ ବେଦନା ଲୁଚାଇ ରାତିଟି <box>21 134 138 147</box>
answer-row <box>1346 2063 1463 2076</box>
sudoku-cell[interactable] <box>1417 1868 1453 1904</box>
poem-line: (ପାରେଟୀ ଦେରିଭେ ଭିମୁଟିକ୍ସାନ) <box>21 162 157 175</box>
contact-email-3[interactable]: miku11@yahoo.com(Use only for <box>1221 1311 1429 1327</box>
sudoku-cell[interactable] <box>1237 1760 1273 1796</box>
answer-cell: 7 <box>1385 2115 1398 2128</box>
sudoku-cell[interactable] <box>1345 1940 1381 1976</box>
black-dot <box>1242 2312 1254 2324</box>
sudoku-cell[interactable] <box>1165 1760 1201 1796</box>
answer-cell: 5 <box>1450 2076 1463 2089</box>
answer-cell: 2 <box>1424 2102 1437 2115</box>
answer-row <box>1346 2115 1463 2128</box>
answer-cell: 2 <box>1372 2089 1385 2102</box>
answer-cell: 5 <box>1398 2089 1411 2102</box>
answer-cell: 3 <box>1346 2115 1359 2128</box>
diary-district: ସୁବର୍ଣ୍ଣପୁର <box>10 223 124 253</box>
contact-email-2[interactable]: E-mail:advt@dharitri.com <box>1246 1291 1404 1307</box>
wwar-col3 <box>725 955 1090 1567</box>
footer-bar <box>0 2300 1500 2335</box>
